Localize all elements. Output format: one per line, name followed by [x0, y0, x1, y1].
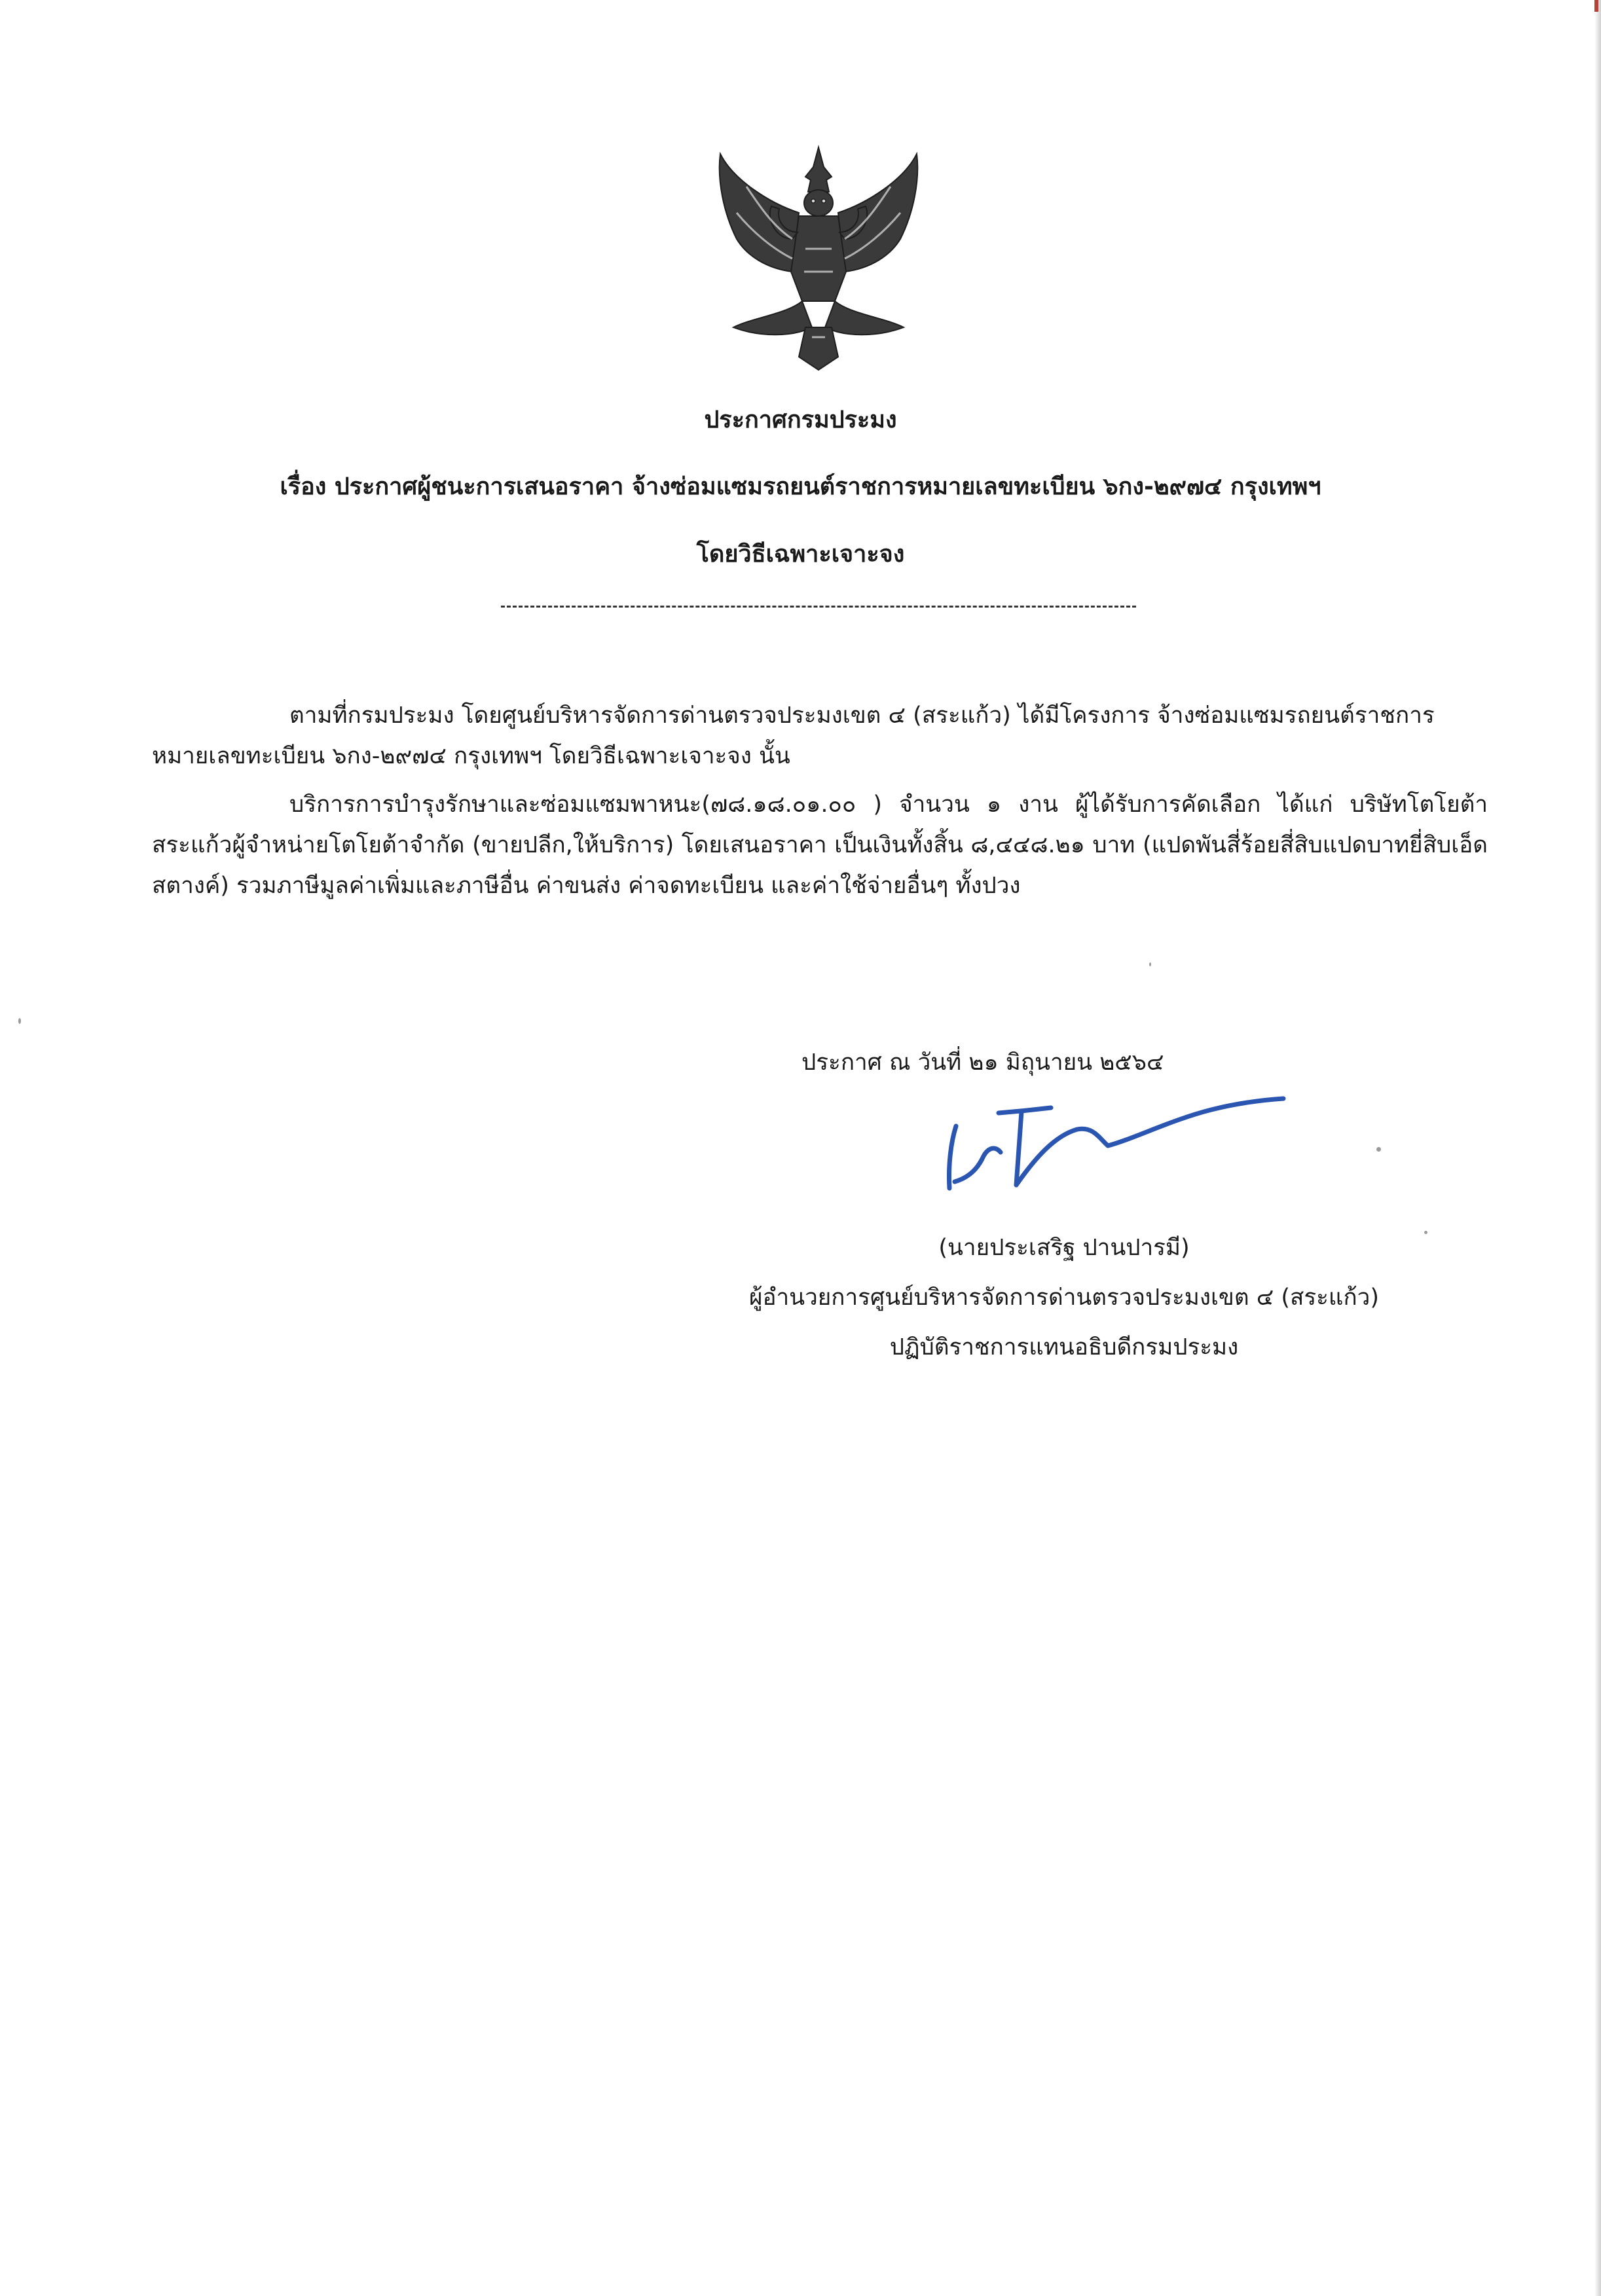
- scan-edge-shadow: [1594, 0, 1601, 2296]
- signer-position: ผู้อำนวยการศูนย์บริหารจัดการด่านตรวจประมงเขต ๔ (สระแก้ว): [749, 1285, 1379, 1311]
- announcement-subject-line-1: เรื่อง ประกาศผู้ชนะการเสนอราคา จ้างซ่อมแซมรถยนต์ราชการหมายเลขทะเบียน ๖กง-๒๙๗๔ กรุงเทพฯ: [280, 473, 1321, 500]
- signer-name: (นายประเสริฐ ปานปารมี): [938, 1235, 1190, 1261]
- signer-acting-on-behalf: ปฏิบัติราชการแทนอธิบดีกรมประมง: [889, 1334, 1239, 1360]
- announcement-date: ประกาศ ณ วันที่ ๒๑ มิถุนายน ๒๕๖๔: [801, 1049, 1164, 1076]
- announcement-subject-line-2: โดยวิธีเฉพาะเจาะจง: [696, 541, 905, 568]
- body-paragraph-1: ตามที่กรมประมง โดยศูนย์บริหารจัดการด่านตรวจประมงเขต ๔ (สระแก้ว) ได้มีโครงการ จ้างซ่อมแซมรถยนต์ราชการหมายเลขทะเบียน ๖กง-๒๙๗๔ กรุงเทพฯ โดยวิธีเฉพาะเจาะจง นั้น: [152, 702, 1435, 769]
- signature-icon: [936, 1074, 1290, 1205]
- section-divider: [501, 606, 1136, 608]
- scan-speck: [18, 1018, 21, 1024]
- scan-edge-mark: [1594, 0, 1598, 12]
- announcement-title: ประกาศกรมประมง: [704, 407, 897, 433]
- garuda-emblem-icon: [707, 141, 930, 380]
- scan-speck: [1424, 1231, 1427, 1234]
- scan-speck: [1149, 962, 1151, 966]
- body-paragraph-2: บริการการบำรุงรักษาและซ่อมแซมพาหนะ(๗๘.๑๘.๐๑.๐๐ ) จำนวน ๑ งาน ผู้ได้รับการคัดเลือก ได้แก่ บริษัทโตโยต้าสระแก้วผู้จำหน่ายโตโยต้าจำกัด (ขายปลีก,ให้บริการ) โดยเสนอราคา เป็นเงินทั้งสิ้น ๘,๔๔๘.๒๑ บาท (แปดพันสี่ร้อยสี่สิบแปดบาทยี่สิบเอ็ดสตางค์) รวมภาษีมูลค่าเพิ่มและภาษีอื่น ค่าขนส่ง ค่าจดทะเบียน และค่าใช้จ่ายอื่นๆ ทั้งปวง: [152, 792, 1488, 899]
- scan-speck: [1376, 1147, 1381, 1152]
